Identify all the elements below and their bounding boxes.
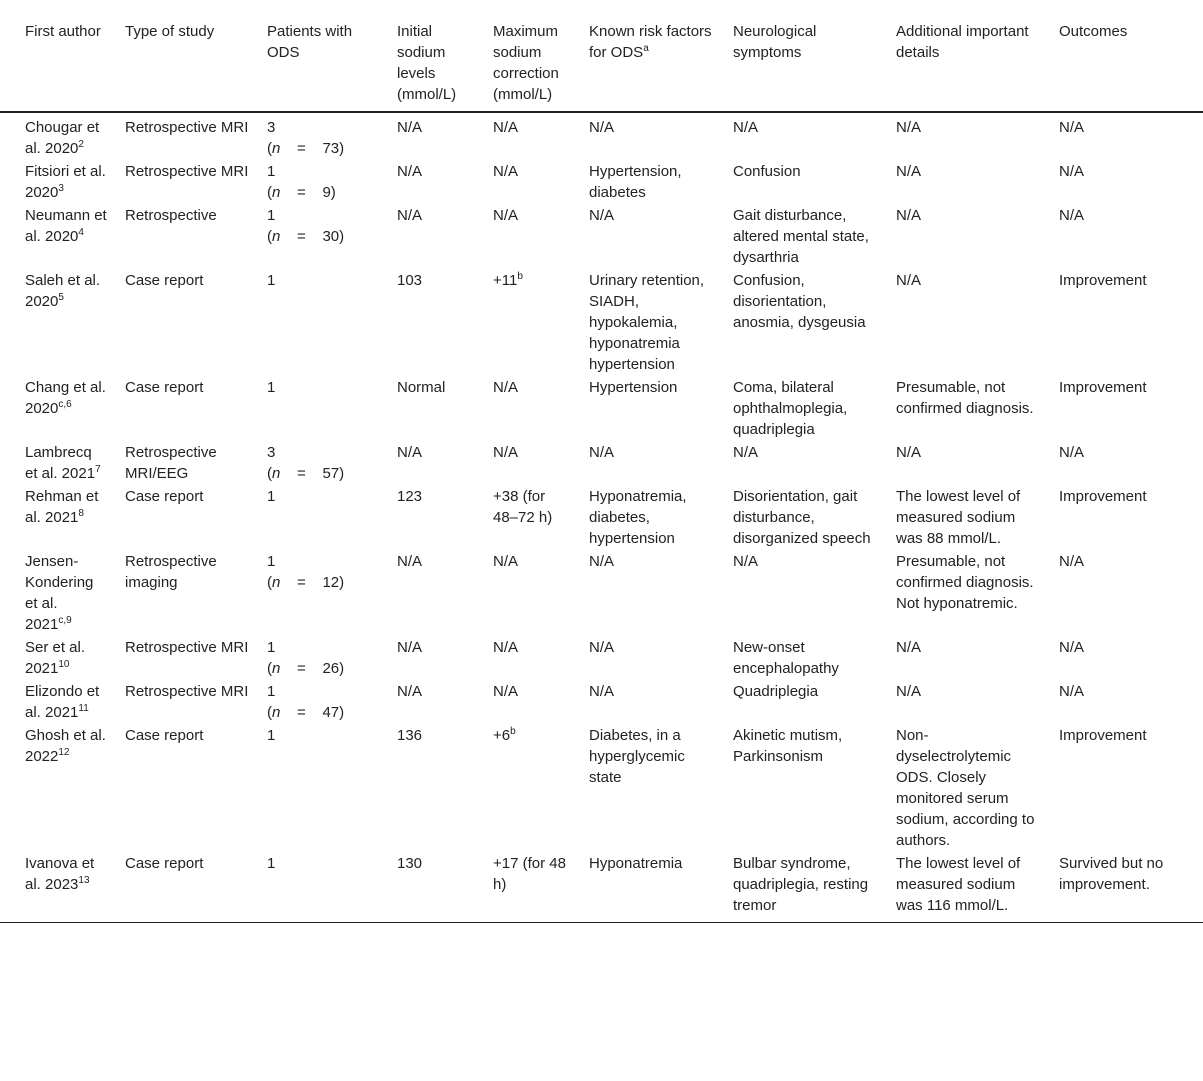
patient-count: 1 xyxy=(267,379,276,396)
header-label: Known risk factors for ODS xyxy=(589,23,712,61)
cell-first-author xyxy=(0,680,114,724)
initial-sodium-value: N/A xyxy=(397,639,423,656)
cell-risk-factors xyxy=(578,636,722,680)
cell-first-author xyxy=(0,376,114,441)
header-row xyxy=(0,14,1203,112)
table-row xyxy=(0,204,1203,269)
footnote-marker: b xyxy=(517,271,523,282)
neuro-symptoms: N/A xyxy=(733,444,759,461)
cell-patients: 3 (n = 73) xyxy=(267,119,345,157)
cell-additional-details xyxy=(885,636,1048,680)
max-correction-value: N/A xyxy=(493,683,519,700)
author-name: Neumann et al. 2020 xyxy=(25,207,107,245)
cell-risk-factors xyxy=(578,680,722,724)
cell-patients xyxy=(256,485,386,550)
cell-risk-factors xyxy=(578,485,722,550)
neuro-symptoms: N/A xyxy=(733,119,759,136)
details-text: Presumable, not confirmed diagnosis. xyxy=(896,379,1034,417)
cell-initial-sodium xyxy=(386,680,482,724)
cell-risk-factors xyxy=(578,550,722,636)
details-text: N/A xyxy=(896,683,922,700)
cell-additional-details xyxy=(885,550,1048,636)
initial-sodium-value: 130 xyxy=(397,855,423,872)
author-name: Chang et al. 2020 xyxy=(25,379,106,417)
details-text: The lowest level of measured sodium was 116 mmol/L. xyxy=(896,855,1021,914)
initial-sodium-value: 136 xyxy=(397,727,423,744)
details-text: The lowest level of measured sodium was 88 mmol/L. xyxy=(896,488,1021,547)
neuro-symptoms: Gait disturbance, altered mental state, dysarthria xyxy=(733,207,869,266)
cell-additional-details xyxy=(885,160,1048,204)
author-name: Saleh et al. 2020 xyxy=(25,272,101,310)
ods-case-table xyxy=(0,14,1203,923)
cell-initial-sodium xyxy=(386,112,482,160)
cell-outcomes xyxy=(1048,204,1203,269)
cell-patients xyxy=(256,269,386,376)
outcome-text: N/A xyxy=(1059,163,1085,180)
outcome-text: Improvement xyxy=(1059,727,1147,744)
cell-neurological-symptoms xyxy=(722,376,885,441)
risk-factors: N/A xyxy=(589,119,615,136)
cell-risk-factors xyxy=(578,160,722,204)
cell-initial-sodium xyxy=(386,636,482,680)
cell-max-correction xyxy=(482,680,578,724)
table-row xyxy=(0,112,1203,160)
neuro-symptoms: Bulbar syndrome, quadriplegia, resting tremor xyxy=(733,855,869,914)
study-type: Retrospective xyxy=(125,207,217,224)
cell-patients: 1 (n = 47) xyxy=(267,683,345,721)
cell-risk-factors xyxy=(578,724,722,852)
study-type: Retrospective MRI xyxy=(125,683,249,700)
header-additional-details xyxy=(885,14,1048,112)
patient-count: 1 xyxy=(267,207,276,224)
initial-sodium-value: N/A xyxy=(397,163,423,180)
footnote-marker: 10 xyxy=(58,659,70,670)
table-row xyxy=(0,636,1203,680)
table-row xyxy=(0,441,1203,485)
details-text: Presumable, not confirmed diagnosis. Not hyponatremic. xyxy=(896,553,1034,612)
outcome-text: N/A xyxy=(1059,119,1085,136)
cell-neurological-symptoms xyxy=(722,550,885,636)
study-type: Retrospective MRI/EEG xyxy=(125,444,217,482)
cell-additional-details xyxy=(885,724,1048,852)
cell-type-of-study xyxy=(114,112,256,160)
initial-sodium-value: N/A xyxy=(397,683,423,700)
cell-max-correction xyxy=(482,441,578,485)
cell-patients: 1 (n = 9) xyxy=(267,163,336,201)
patient-count: 1 xyxy=(267,488,276,505)
cell-risk-factors xyxy=(578,376,722,441)
cell-type-of-study xyxy=(114,550,256,636)
details-text: N/A xyxy=(896,207,922,224)
max-correction-value: N/A xyxy=(493,379,519,396)
header-patients-with-ods xyxy=(256,14,386,112)
max-correction-value: +6 xyxy=(493,727,511,744)
cell-outcomes xyxy=(1048,376,1203,441)
study-type: Retrospective imaging xyxy=(125,553,217,591)
neuro-symptoms: Quadriplegia xyxy=(733,683,819,700)
author-name: Elizondo et al. 2021 xyxy=(25,683,100,721)
header-label: Type of study xyxy=(125,23,215,40)
cell-patients xyxy=(256,852,386,923)
cell-initial-sodium xyxy=(386,441,482,485)
cell-max-correction xyxy=(482,485,578,550)
cell-max-correction xyxy=(482,112,578,160)
cell-additional-details xyxy=(885,485,1048,550)
cohort-size: 12 xyxy=(322,574,340,591)
cell-max-correction xyxy=(482,160,578,204)
cell-neurological-symptoms xyxy=(722,160,885,204)
header-label: First author xyxy=(25,23,101,40)
header-label: Outcomes xyxy=(1059,23,1128,40)
cell-patients xyxy=(256,376,386,441)
header-outcomes xyxy=(1048,14,1203,112)
cell-neurological-symptoms xyxy=(722,636,885,680)
table-row xyxy=(0,680,1203,724)
cell-type-of-study xyxy=(114,269,256,376)
cell-additional-details xyxy=(885,441,1048,485)
cell-max-correction xyxy=(482,550,578,636)
cell-max-correction xyxy=(482,724,578,852)
author-name: Lambrecq et al. 2021 xyxy=(25,444,96,482)
max-correction-value: N/A xyxy=(493,119,519,136)
study-type: Retrospective MRI xyxy=(125,163,249,180)
cell-initial-sodium xyxy=(386,724,482,852)
cell-outcomes xyxy=(1048,160,1203,204)
author-name: Ser et al. 2021 xyxy=(25,639,86,677)
cell-first-author xyxy=(0,550,114,636)
neuro-symptoms: Akinetic mutism, Parkinsonism xyxy=(733,727,843,765)
author-name: Chougar et al. 2020 xyxy=(25,119,100,157)
risk-factors: Hyponatremia xyxy=(589,855,683,872)
max-correction-value: N/A xyxy=(493,163,519,180)
cell-patients: 3 (n = 57) xyxy=(267,444,345,482)
max-correction-value: N/A xyxy=(493,207,519,224)
cell-risk-factors xyxy=(578,204,722,269)
patient-count: 1 xyxy=(267,727,276,744)
cell-outcomes xyxy=(1048,441,1203,485)
cell-type-of-study xyxy=(114,852,256,923)
cell-type-of-study xyxy=(114,160,256,204)
study-type: Case report xyxy=(125,727,204,744)
author-name: Fitsiori et al. 2020 xyxy=(25,163,106,201)
max-correction-value: +17 (for 48 h) xyxy=(493,855,566,893)
risk-factors: N/A xyxy=(589,444,615,461)
outcome-text: N/A xyxy=(1059,444,1085,461)
footnote-marker: b xyxy=(510,726,516,737)
study-type: Case report xyxy=(125,379,204,396)
cell-max-correction xyxy=(482,636,578,680)
cell-max-correction xyxy=(482,269,578,376)
details-text: N/A xyxy=(896,444,922,461)
cell-patients: 1 (n = 26) xyxy=(267,639,345,677)
details-text: N/A xyxy=(896,119,922,136)
footnote-marker: 12 xyxy=(58,747,70,758)
header-label: Patients with ODS xyxy=(267,23,353,61)
details-text: N/A xyxy=(896,272,922,289)
footnote-marker: 4 xyxy=(78,227,84,238)
cell-patients: 1 (n = 12) xyxy=(267,553,345,591)
initial-sodium-value: N/A xyxy=(397,119,423,136)
patient-count: 3 xyxy=(267,119,276,136)
patient-count: 3 xyxy=(267,444,276,461)
header-first-author xyxy=(0,14,114,112)
cell-outcomes xyxy=(1048,724,1203,852)
cell-initial-sodium xyxy=(386,485,482,550)
header-label: Additional important details xyxy=(896,23,1029,61)
patient-count: 1 xyxy=(267,683,276,700)
footnote-marker: 2 xyxy=(78,139,84,150)
outcome-text: N/A xyxy=(1059,553,1085,570)
cell-type-of-study xyxy=(114,724,256,852)
cell-initial-sodium xyxy=(386,550,482,636)
cell-patients: 1 (n = 30) xyxy=(267,207,345,245)
cell-neurological-symptoms xyxy=(722,852,885,923)
table-row xyxy=(0,724,1203,852)
cell-initial-sodium xyxy=(386,204,482,269)
initial-sodium-value: N/A xyxy=(397,553,423,570)
header-label: Maximum sodium correction (mmol/L) xyxy=(493,23,559,103)
footnote-marker: 7 xyxy=(95,464,101,475)
cell-additional-details xyxy=(885,112,1048,160)
risk-factors: N/A xyxy=(589,553,615,570)
header-label: Neurological symptoms xyxy=(733,23,817,61)
details-text: N/A xyxy=(896,163,922,180)
cohort-size: 73 xyxy=(322,140,340,157)
table-row xyxy=(0,852,1203,923)
cohort-size: 57 xyxy=(322,465,340,482)
cell-outcomes xyxy=(1048,636,1203,680)
footnote-marker: c,9 xyxy=(58,615,72,626)
table-row xyxy=(0,269,1203,376)
risk-factors: Diabetes, in a hyperglycemic state xyxy=(589,727,685,786)
cell-first-author xyxy=(0,204,114,269)
outcome-text: Improvement xyxy=(1059,272,1147,289)
cell-outcomes xyxy=(1048,550,1203,636)
initial-sodium-value: 123 xyxy=(397,488,423,505)
study-type: Case report xyxy=(125,855,204,872)
cell-first-author xyxy=(0,724,114,852)
cell-additional-details xyxy=(885,376,1048,441)
risk-factors: N/A xyxy=(589,683,615,700)
header-known-risk-factors xyxy=(578,14,722,112)
outcome-text: N/A xyxy=(1059,639,1085,656)
risk-factors: N/A xyxy=(589,639,615,656)
author-name: Ghosh et al. 2022 xyxy=(25,727,106,765)
footnote-marker: 13 xyxy=(78,875,90,886)
max-correction-value: N/A xyxy=(493,639,519,656)
cell-risk-factors xyxy=(578,269,722,376)
table-row xyxy=(0,485,1203,550)
max-correction-value: N/A xyxy=(493,553,519,570)
cell-risk-factors xyxy=(578,441,722,485)
cell-outcomes xyxy=(1048,680,1203,724)
cell-max-correction xyxy=(482,204,578,269)
table-body xyxy=(0,112,1203,923)
cell-additional-details xyxy=(885,204,1048,269)
header-neurological-symptoms xyxy=(722,14,885,112)
cell-first-author xyxy=(0,441,114,485)
cell-additional-details xyxy=(885,680,1048,724)
cell-first-author xyxy=(0,269,114,376)
max-correction-value: +38 (for 48–72 h) xyxy=(493,488,553,526)
cell-first-author xyxy=(0,485,114,550)
cell-outcomes xyxy=(1048,269,1203,376)
outcome-text: Improvement xyxy=(1059,488,1147,505)
risk-factors: Hypertension, diabetes xyxy=(589,163,682,201)
cell-type-of-study xyxy=(114,204,256,269)
details-text: Non-dyselectrolytemic ODS. Closely monitored serum sodium, according to authors. xyxy=(896,727,1035,849)
patient-count: 1 xyxy=(267,272,276,289)
patient-count: 1 xyxy=(267,163,276,180)
initial-sodium-value: N/A xyxy=(397,444,423,461)
cell-neurological-symptoms xyxy=(722,680,885,724)
cell-first-author xyxy=(0,112,114,160)
cell-outcomes xyxy=(1048,852,1203,923)
max-correction-value: +11 xyxy=(493,272,518,289)
initial-sodium-value: 103 xyxy=(397,272,423,289)
neuro-symptoms: N/A xyxy=(733,553,759,570)
table-header xyxy=(0,14,1203,112)
cohort-size: 30 xyxy=(322,228,340,245)
cell-type-of-study xyxy=(114,680,256,724)
cell-max-correction xyxy=(482,852,578,923)
cohort-size: 9 xyxy=(322,184,331,201)
neuro-symptoms: Confusion, disorientation, anosmia, dysgeusia xyxy=(733,272,866,331)
outcome-text: N/A xyxy=(1059,683,1085,700)
author-name: Rehman et al. 2021 xyxy=(25,488,99,526)
neuro-symptoms: Coma, bilateral ophthalmoplegia, quadriplegia xyxy=(733,379,848,438)
cell-outcomes xyxy=(1048,112,1203,160)
cell-neurological-symptoms xyxy=(722,441,885,485)
outcome-text: Improvement xyxy=(1059,379,1147,396)
cell-outcomes xyxy=(1048,485,1203,550)
risk-factors: Hyponatremia, diabetes, hypertension xyxy=(589,488,687,547)
cell-neurological-symptoms xyxy=(722,204,885,269)
header-initial-sodium xyxy=(386,14,482,112)
cell-neurological-symptoms xyxy=(722,485,885,550)
cell-type-of-study xyxy=(114,441,256,485)
study-type: Retrospective MRI xyxy=(125,119,249,136)
cell-type-of-study xyxy=(114,376,256,441)
outcome-text: N/A xyxy=(1059,207,1085,224)
author-name: Jensen-Kondering et al. 2021 xyxy=(25,553,94,633)
cell-initial-sodium xyxy=(386,376,482,441)
footnote-marker: 8 xyxy=(78,508,84,519)
initial-sodium-value: N/A xyxy=(397,207,423,224)
header-label: Initial sodium levels (mmol/L) xyxy=(397,23,457,103)
patient-count: 1 xyxy=(267,855,276,872)
cohort-size: 47 xyxy=(322,704,340,721)
study-type: Case report xyxy=(125,272,204,289)
cell-max-correction xyxy=(482,376,578,441)
cell-additional-details xyxy=(885,852,1048,923)
initial-sodium-value: Normal xyxy=(397,379,446,396)
cell-type-of-study xyxy=(114,636,256,680)
outcome-text: Survived but no improvement. xyxy=(1059,855,1164,893)
neuro-symptoms: New-onset encephalopathy xyxy=(733,639,839,677)
footnote-marker: a xyxy=(643,43,649,54)
patient-count: 1 xyxy=(267,553,276,570)
risk-factors: N/A xyxy=(589,207,615,224)
neuro-symptoms: Confusion xyxy=(733,163,801,180)
cohort-size: 26 xyxy=(322,660,340,677)
table-row xyxy=(0,376,1203,441)
cell-first-author xyxy=(0,160,114,204)
cell-risk-factors xyxy=(578,852,722,923)
header-type-of-study xyxy=(114,14,256,112)
header-maximum-sodium-correction xyxy=(482,14,578,112)
details-text: N/A xyxy=(896,639,922,656)
patient-count: 1 xyxy=(267,639,276,656)
study-type: Retrospective MRI xyxy=(125,639,249,656)
cell-first-author xyxy=(0,636,114,680)
cell-initial-sodium xyxy=(386,852,482,923)
cell-initial-sodium xyxy=(386,269,482,376)
cell-risk-factors xyxy=(578,112,722,160)
cell-initial-sodium xyxy=(386,160,482,204)
footnote-marker: 5 xyxy=(58,292,64,303)
cell-neurological-symptoms xyxy=(722,269,885,376)
cell-type-of-study xyxy=(114,485,256,550)
max-correction-value: N/A xyxy=(493,444,519,461)
table-row xyxy=(0,160,1203,204)
neuro-symptoms: Disorientation, gait disturbance, disorganized speech xyxy=(733,488,871,547)
cell-patients xyxy=(256,724,386,852)
footnote-marker: c,6 xyxy=(58,399,72,410)
risk-factors: Hypertension xyxy=(589,379,678,396)
footnote-marker: 11 xyxy=(78,703,89,714)
cell-additional-details xyxy=(885,269,1048,376)
risk-factors: Urinary retention, SIADH, hypokalemia, hyponatremia hypertension xyxy=(589,272,705,373)
table-row xyxy=(0,550,1203,636)
study-type: Case report xyxy=(125,488,204,505)
cell-neurological-symptoms xyxy=(722,724,885,852)
footnote-marker: 3 xyxy=(58,183,64,194)
cell-neurological-symptoms xyxy=(722,112,885,160)
author-name: Ivanova et al. 2023 xyxy=(25,855,95,893)
cell-first-author xyxy=(0,852,114,923)
